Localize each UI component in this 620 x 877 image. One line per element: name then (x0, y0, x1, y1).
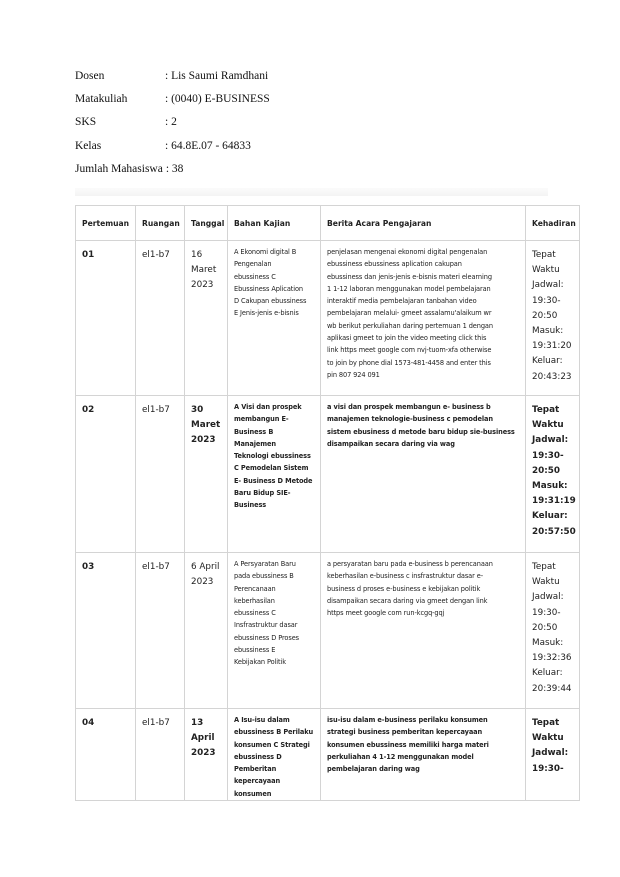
table-row (76, 553, 580, 709)
berita-line: link https meet google com nvj-tuom-xfa otherwise (327, 346, 492, 355)
bahan-line: A Persyaratan Baru (234, 560, 296, 568)
bahan-line: Pengenalan (234, 260, 272, 269)
cell-berita-acara (321, 553, 526, 709)
tanggal-line: 13 (191, 718, 204, 728)
cell-ruangan: el1-b7 (136, 709, 185, 801)
berita-line: manajemen teknologie-business c pemodelan (327, 415, 493, 424)
bahan-line: ebussiness B Perilaku (234, 728, 314, 737)
attendance-table (75, 205, 580, 801)
matakuliah-label: Matakuliah (75, 93, 128, 106)
cell-tanggal (185, 709, 228, 801)
kehadiran-line: 20:50 (532, 310, 558, 321)
berita-line: a persyaratan baru pada e-business b perencanaan (327, 560, 493, 568)
berita-line: ebussiness dan jenis-jenis e-bisnis materi elearning (327, 272, 492, 281)
kehadiran-line: Tepat (532, 718, 560, 728)
kelas-label: Kelas (75, 139, 102, 152)
berita-line: aplikasi gmeet to join the video meeting click this (327, 334, 487, 343)
bahan-line: kepercayaan konsumen (234, 777, 281, 798)
bahan-line: konsumen C Strategi (234, 740, 310, 749)
dosen-label: Dosen (75, 70, 105, 82)
course-info (75, 70, 270, 186)
kelas-row (75, 140, 270, 163)
header-berita-acara: Berita Acara Pengajaran (321, 206, 526, 241)
berita-line: keberhasilan e-business c insfrastruktur dasar e- (327, 572, 483, 581)
kehadiran-line: 20:50 (532, 465, 561, 476)
dosen-value: : Lis Saumi Ramdhani (165, 70, 269, 82)
bahan-line: C Pemodelan Sistem (234, 464, 309, 473)
header-pertemuan: Pertemuan (76, 206, 136, 241)
cell-kehadiran (526, 553, 580, 709)
table-row (76, 396, 580, 553)
kehadiran-line: Keluar: (532, 356, 563, 367)
cell-ruangan: el1-b7 (136, 396, 185, 553)
tanggal-line: 30 (191, 405, 204, 415)
berita-line: isu-isu dalam e-business perilaku konsumen (327, 716, 488, 724)
bahan-line: Ebussiness Aplication (234, 284, 303, 293)
tanggal-line: 2023 (191, 280, 214, 291)
cell-ruangan: el1-b7 (136, 553, 185, 709)
bahan-line: membangun E- (234, 415, 289, 424)
divider-band (75, 188, 548, 196)
berita-line: to join by phone dial 1573-481-4458 and enter this (327, 358, 491, 367)
kehadiran-line: 19:31:19 (532, 496, 576, 507)
kehadiran-line: Jadwal: (532, 280, 564, 291)
kehadiran-line: 20:57:50 (532, 526, 576, 537)
jumlah-row (75, 163, 270, 186)
cell-pertemuan: 04 (76, 709, 136, 801)
sks-value: : 2 (165, 116, 177, 129)
bahan-line: ebussiness D (234, 752, 282, 761)
tanggal-line: Maret (191, 420, 221, 431)
bahan-line: Teknologi ebussiness (234, 452, 311, 461)
berita-line: perkuliahan 4 1-12 menggunakan model (327, 752, 474, 761)
cell-bahan-kajian (228, 553, 321, 709)
bahan-line: Business (234, 501, 267, 510)
kehadiran-line: 19:30- (532, 295, 561, 306)
dosen-row (75, 70, 270, 93)
bahan-line: Pemberitan (234, 765, 277, 774)
tanggal-line: Maret (191, 265, 217, 276)
cell-tanggal (185, 396, 228, 553)
cell-bahan-kajian (228, 709, 321, 801)
berita-line: business d proses e-business e kebijakan politik (327, 584, 481, 593)
bahan-line: A Visi dan prospek (234, 403, 302, 411)
header-kehadiran: Kehadiran (526, 206, 580, 241)
kehadiran-line: 19:30- (532, 450, 564, 461)
matakuliah-value: : (0040) E-BUSINESS (165, 93, 270, 106)
cell-kehadiran (526, 396, 580, 553)
sks-row (75, 116, 270, 139)
kehadiran-line: Masuk: (532, 326, 564, 337)
cell-berita-acara (321, 396, 526, 553)
kehadiran-line: Waktu (532, 265, 560, 276)
kehadiran-line: Tepat (532, 562, 556, 572)
kehadiran-line: 19:30- (532, 607, 561, 618)
berita-line: ebussiness ebussiness aplication cakupan (327, 260, 462, 269)
bahan-line: Business B (234, 427, 274, 436)
bahan-line: ebussiness D Proses (234, 633, 299, 642)
berita-line: 1 1-12 laboran menggunakan model pembelajaran (327, 284, 491, 293)
berita-line: https meet google com run-kcgq-gqj (327, 609, 445, 618)
berita-line: wb berikut perkuliahan daring pertemuan 1 dengan (327, 321, 493, 330)
berita-line: disampaikan secara daring via wag (327, 439, 455, 448)
jumlah-value: : 38 (165, 162, 184, 175)
kehadiran-line: Keluar: (532, 668, 563, 679)
kehadiran-line: 19:30- (532, 763, 564, 774)
cell-tanggal (185, 553, 228, 709)
bahan-line: keberhasilan (234, 596, 275, 605)
berita-line: interaktif media pembelajaran tanbahan video (327, 297, 477, 306)
tanggal-line: 2023 (191, 748, 216, 759)
kehadiran-line: 20:50 (532, 622, 558, 633)
kehadiran-line: Waktu (532, 420, 564, 431)
kehadiran-line: Masuk: (532, 638, 564, 649)
kehadiran-line: Tepat (532, 405, 560, 415)
bahan-line: Manajemen (234, 439, 277, 448)
berita-line: pin 807 924 091 (327, 370, 380, 379)
tanggal-line: 16 (191, 250, 203, 260)
table-body (76, 241, 580, 801)
tanggal-line: 2023 (191, 435, 216, 446)
tanggal-line: 2023 (191, 577, 214, 588)
matakuliah-row (75, 93, 270, 116)
berita-line: sistem ebusiness d metode baru bidup sie-business (327, 427, 515, 436)
kehadiran-line: 20:43:23 (532, 371, 572, 382)
tanggal-line: April (191, 733, 215, 744)
table-row (76, 709, 580, 801)
kehadiran-line: 19:32:36 (532, 653, 572, 664)
table-header-row (76, 206, 580, 241)
cell-pertemuan: 02 (76, 396, 136, 553)
kehadiran-line: Keluar: (532, 511, 568, 522)
bahan-line: D Cakupan ebussiness (234, 297, 307, 306)
berita-line: disampaikan secara daring via gmeet dengan link (327, 596, 488, 605)
kehadiran-line: 20:39:44 (532, 683, 572, 694)
kehadiran-line: Jadwal: (532, 592, 564, 603)
cell-pertemuan: 01 (76, 241, 136, 396)
header-bahan-kajian: Bahan Kajian (228, 206, 321, 241)
kehadiran-line: Masuk: (532, 481, 568, 492)
cell-bahan-kajian (228, 396, 321, 553)
berita-line: konsumen ebussiness memiliki harga materi (327, 740, 489, 749)
bahan-line: ebussiness E (234, 646, 276, 655)
bahan-line: Kebijakan Politik (234, 658, 286, 667)
kehadiran-line: Jadwal: (532, 435, 569, 446)
bahan-line: ebussiness C (234, 609, 276, 618)
cell-berita-acara (321, 241, 526, 396)
bahan-line: Perencanaan (234, 584, 276, 593)
bahan-line: E Jenis-jenis e-bisnis (234, 309, 299, 318)
bahan-line: Baru Bidup SIE- (234, 489, 291, 498)
cell-kehadiran (526, 241, 580, 396)
header-ruangan: Ruangan (136, 206, 185, 241)
sks-label: SKS (75, 116, 97, 129)
bahan-line: A Isu-isu dalam (234, 716, 290, 724)
header-tanggal: Tanggal (185, 206, 228, 241)
cell-tanggal (185, 241, 228, 396)
bahan-line: A Ekonomi digital B (234, 248, 297, 256)
bahan-line: pada ebussiness B (234, 572, 294, 581)
kehadiran-line: Tepat (532, 250, 556, 260)
berita-line: pembelajaran daring wag (327, 765, 420, 774)
berita-line: a visi dan prospek membangun e- business b (327, 403, 491, 411)
bahan-line: Insfrastruktur dasar (234, 621, 298, 630)
kehadiran-line: Waktu (532, 733, 564, 744)
berita-line: pembelajaran melalui- gmeet assalamu'alaikum wr (327, 309, 492, 318)
cell-berita-acara (321, 709, 526, 801)
jumlah-label: Jumlah Mahasiswa (75, 162, 163, 175)
cell-pertemuan: 03 (76, 553, 136, 709)
kehadiran-line: 19:31:20 (532, 341, 572, 352)
cell-kehadiran (526, 709, 580, 801)
cell-bahan-kajian (228, 241, 321, 396)
table-row (76, 241, 580, 396)
bahan-line: E- Business D Metode (234, 476, 313, 485)
kehadiran-line: Jadwal: (532, 748, 569, 759)
tanggal-line: 6 April (191, 562, 220, 572)
kehadiran-line: Waktu (532, 577, 560, 588)
berita-line: strategi business pemberitan kepercayaan (327, 728, 483, 737)
cell-ruangan: el1-b7 (136, 241, 185, 396)
berita-line: penjelasan mengenai ekonomi digital pengenalan (327, 248, 488, 256)
kelas-value: : 64.8E.07 - 64833 (165, 139, 251, 152)
bahan-line: ebussiness C (234, 272, 276, 281)
